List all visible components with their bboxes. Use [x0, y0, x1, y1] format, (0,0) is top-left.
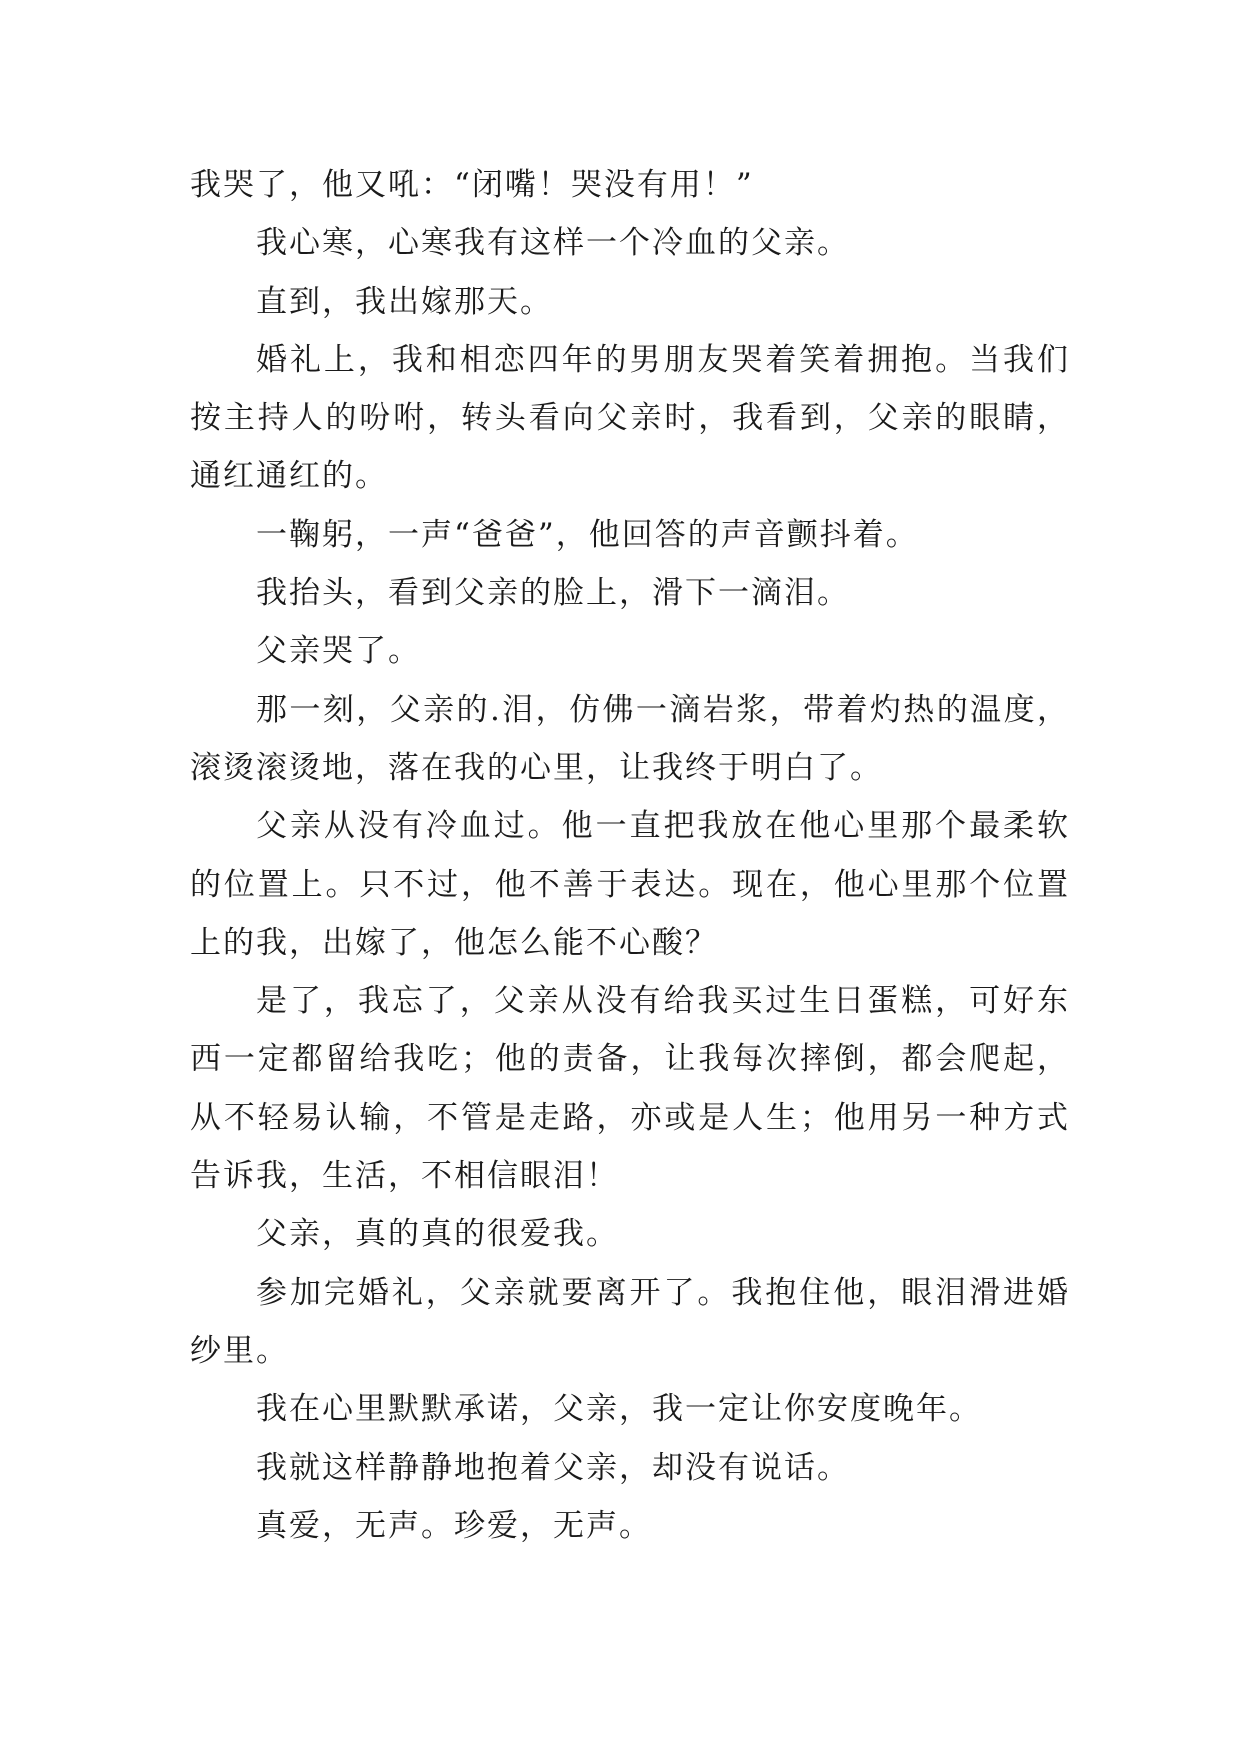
- paragraph-13: 我在心里默默承诺，父亲，我一定让你安度晚年。: [256, 1391, 982, 1428]
- paragraph-6: 我抬头，看到父亲的脸上，滑下一滴泪。: [256, 575, 850, 612]
- paragraph-14: 我就这样静静地抱着父亲，却没有说话。: [256, 1449, 850, 1486]
- paragraph-9: 父亲从没有冷血过。他一直把我放在他心里那个最柔软的位置上。只不过，他不善于表达。现在，他心里那个位置上的我，出嫁了，他怎么能不心酸？: [190, 808, 1070, 961]
- document-page: [190, 156, 1070, 1555]
- paragraph-12: 参加完婚礼，父亲就要离开了。我抱住他，眼泪滑进婚纱里。: [190, 1274, 1070, 1369]
- paragraph-2: 我心寒，心寒我有这样一个冷血的父亲。: [256, 225, 850, 262]
- paragraph-7: 父亲哭了。: [256, 633, 421, 670]
- paragraph-4: 婚礼上，我和相恋四年的男朋友哭着笑着拥抱。当我们按主持人的吩咐，转头看向父亲时，我看到，父亲的眼睛，通红通红的。: [190, 341, 1070, 495]
- paragraph-11: 父亲，真的真的很爱我。: [256, 1216, 619, 1253]
- paragraph-1: 我哭了，他又吼：“闭嘴！哭没有用！”: [190, 167, 754, 203]
- paragraph-10: 是了，我忘了，父亲从没有给我买过生日蛋糕，可好东西一定都留给我吃；他的责备，让我每次摔倒，都会爬起，从不轻易认输，不管是走路，亦或是人生；他用另一种方式告诉我，生活，不相信眼泪！: [190, 983, 1070, 1195]
- paragraph-8: 那一刻，父亲的.泪，仿佛一滴岩浆，带着灼热的温度，滚烫滚烫地，落在我的心里，让我终于明白了。: [190, 691, 1070, 786]
- paragraph-15: 真爱，无声。珍爱，无声。: [256, 1507, 652, 1544]
- paragraph-3: 直到，我出嫁那天。: [256, 283, 553, 320]
- paragraph-5: 一鞠躬，一声“爸爸”，他回答的声音颤抖着。: [256, 516, 919, 553]
